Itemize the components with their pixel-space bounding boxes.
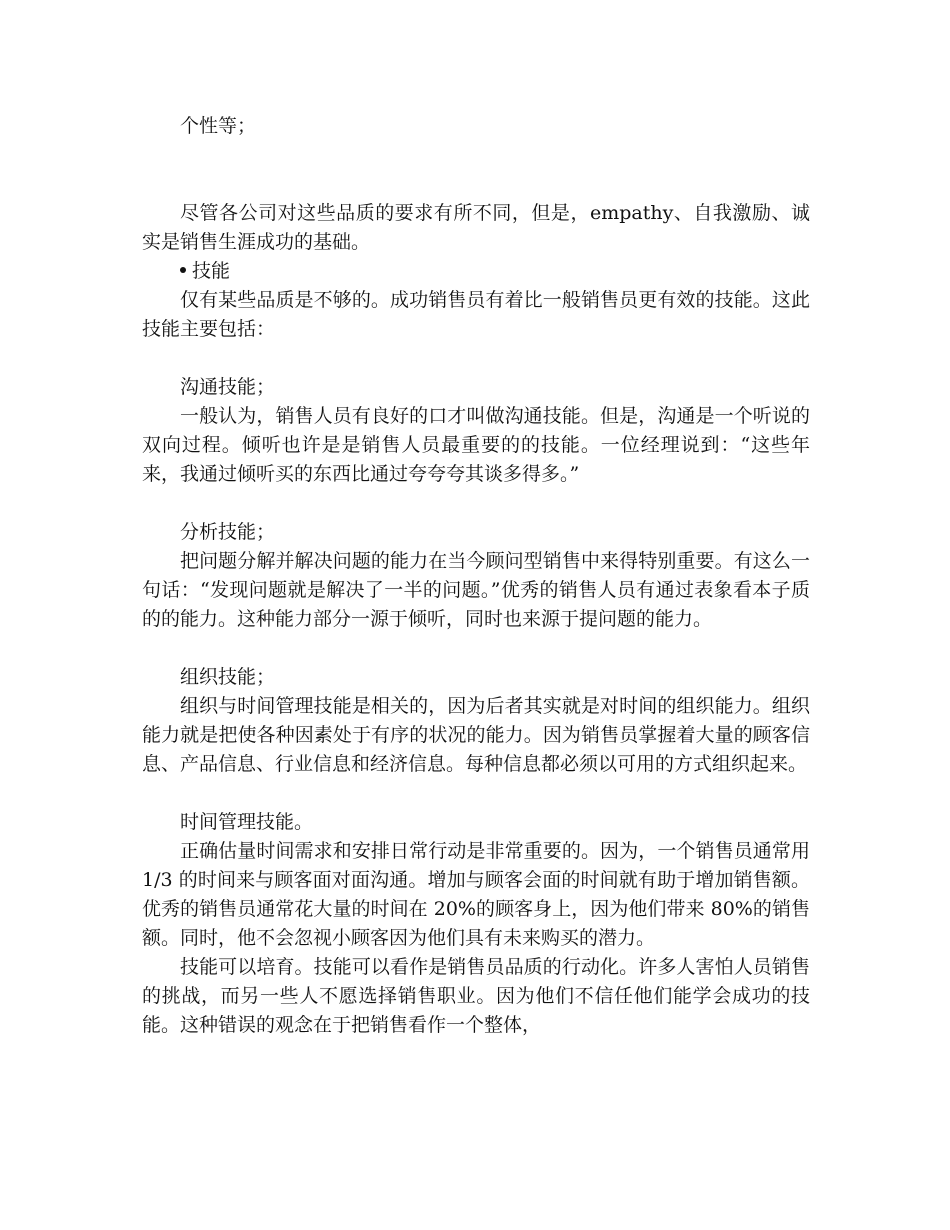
paragraph-qualities-foundation: 尽管各公司对这些品质的要求有所不同，但是，empathy、自我激励、诚实是销售生涯成功的基础。 bbox=[142, 202, 810, 253]
subheading-time-management-skills: 时间管理技能。 bbox=[180, 811, 314, 833]
subheading-communication-skills: 沟通技能； bbox=[180, 376, 276, 398]
bullet-icon bbox=[180, 267, 186, 273]
section-heading-skills-text: 技能 bbox=[192, 260, 231, 282]
blank-line bbox=[142, 344, 810, 373]
document-body bbox=[142, 112, 810, 1040]
paragraph-organization-skills: 组织与时间管理技能是相关的，因为后者其实就是对时间的组织能力。组织能力就是把使各种因素处于有序的状况的能力。因为销售员掌握着大量的顾客信息、产品信息、行业信息和经济信息。每种信息都必须以可用的方式组织起来。 bbox=[142, 695, 810, 775]
paragraph-analytical-skills: 把问题分解并解决问题的能力在当今顾问型销售中来得特别重要。有这么一句话：“发现问题就是解决了一半的问题。”优秀的销售人员有通过表象看本子质的的能力。这种能力部分一源于倾听，同时也来源于提问题的能力。 bbox=[142, 550, 810, 630]
subheading-analytical-skills: 分析技能； bbox=[180, 521, 276, 543]
subheading-organization-skills: 组织技能； bbox=[180, 666, 276, 688]
blank-line bbox=[142, 634, 810, 663]
blank-line bbox=[142, 489, 810, 518]
paragraph-communication-skills: 一般认为，销售人员有良好的口才叫做沟通技能。但是，沟通是一个听说的双向过程。倾听也许是是销售人员最重要的的技能。一位经理说到：“这些年来，我通过倾听买的东西比通过夸夸夸其谈多得多。” bbox=[142, 405, 810, 485]
paragraph-skills-can-be-trained: 技能可以培育。技能可以看作是销售员品质的行动化。许多人害怕人员销售的挑战，而另一些人不愿选择销售职业。因为他们不信任他们能学会成功的技能。这种错误的观念在于把销售看作一个整体， bbox=[142, 956, 810, 1036]
blank-line bbox=[142, 779, 810, 808]
blank-line bbox=[142, 141, 810, 199]
paragraph-time-management-skills: 正确估量时间需求和安排日常行动是非常重要的。因为，一个销售员通常用 1/3 的时间来与顾客面对面沟通。增加与顾客会面的时间就有助于增加销售额。优秀的销售员通常花大量的时间在 20%的顾客身上，因为他们带来 80%的销售额。同时，他不会忽视小顾客因为他们具有未来购买的潜力。 bbox=[142, 840, 810, 949]
paragraph-personality: 个性等； bbox=[180, 115, 257, 137]
section-heading-skills bbox=[142, 257, 810, 286]
paragraph-skills-intro: 仅有某些品质是不够的。成功销售员有着比一般销售员更有效的技能。这此技能主要包括： bbox=[142, 289, 810, 340]
